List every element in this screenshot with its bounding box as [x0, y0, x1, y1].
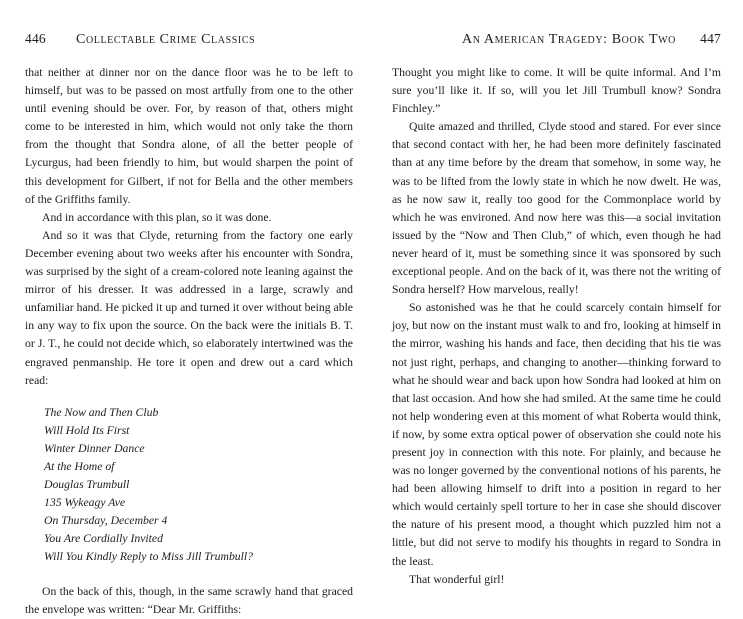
paragraph: That wonderful girl!	[409, 572, 505, 586]
invitation-line: You Are Cordially Invited	[44, 532, 163, 546]
invitation-line: The Now and Then Club	[44, 405, 159, 419]
paragraph: And so it was that Clyde, returning from the factory one early December evening about two weeks after his encounter with Sondra, was surprised by the sight of a cream-colored note leaning against the mirror of his dresser. It was addressed in a large, scrawly and unfamiliar hand. He picked it up and turned it over without being able in any way to fix upon the source. On the back were the initials B. T. or J. T., he could not decide which, so elaborately intertwined was the engraved penmanship. He tore it open and drew out a card which read:	[25, 228, 353, 387]
paragraph: And in accordance with this plan, so it was done.	[42, 210, 272, 224]
right-page-header	[392, 31, 721, 51]
invitation-line: Douglas Trumbull	[44, 478, 130, 492]
paragraph: Thought you might like to come. It will be quite informal. And I’m sure you’ll like it. If so, will you let Jill Trumbull know? Sondra Finchley.”	[392, 66, 721, 116]
left-running-head: Collectable Crime Classics	[76, 32, 256, 47]
right-running-head: An American Tragedy: Book Two	[462, 32, 676, 47]
invitation-card-text	[25, 404, 353, 567]
paragraph: So astonished was he that he could scarcely contain himself for joy, but now on the instant must walk to and fro, looking at himself in the mirror, washing his hands and face, then deciding that his tie was not just right, perhaps, and changing to another—thinking forward to what he should wear and back upon how Sondra had looked at him on that last occasion. And how she had smiled. At the same time he could not help wondering even at this moment of what Roberta would think, if now, by some extra optical power of observation she could note his present joy in connection with this note. For plainly, and because he was no longer governed by the conventional notions of his parents, he had been allowing himself to drift into a position in regard to her which would certainly spell torture to her in case she should discover the nature of his present mood, a thought which puzzled him not a little, but did not serve to modify his thoughts in regard to Sondra in the least.	[392, 301, 721, 568]
invitation-line: Winter Dinner Dance	[44, 441, 145, 455]
right-page-number: 447	[700, 31, 721, 46]
invitation-line: Will Hold Its First	[44, 423, 130, 437]
paragraph: On the back of this, though, in the same scrawly hand that graced the envelope was written: “Dear Mr. Griffiths:	[25, 584, 353, 616]
left-page-header	[25, 31, 353, 51]
invitation-line: On Thursday, December 4	[44, 514, 168, 528]
paragraph: Quite amazed and thrilled, Clyde stood and stared. For ever since that second contact with her, he had been more definitely fascinated than at any time before by the dream that somehow, in some way, he was to be lifted from the lowly state in which he now dwelt. He was, as he now saw it, really too good for the Commonplace world by which he was environed. And now here was this—a social invitation issued by the “Now and Then Club,” of which, even though he had never heard of it, must be something since it was sponsored by such exceptional people. And on the back of it, was there not the writing of Sondra herself? How marvelous, really!	[392, 120, 721, 297]
invitation-line: 135 Wykeagy Ave	[44, 496, 126, 510]
left-page-body	[25, 64, 353, 619]
right-page-body	[392, 64, 721, 589]
paragraph: that neither at dinner nor on the dance floor was he to be left to himself, but was to be passed on most artfully from one to the other until evening should be over. For, by reason of that, others might come to be interested in him, which would not only take the thorn from the thought that Sondra alone, of all the better people of Lycurgus, had been friendly to him, but would sharpen the point of this development for Gilbert, if not for Bella and the other members of the Griffiths family.	[25, 66, 353, 206]
invitation-line: At the Home of	[44, 459, 115, 473]
left-page-number: 446	[25, 31, 46, 46]
invitation-line: Will You Kindly Reply to Miss Jill Trumbull?	[44, 550, 253, 564]
